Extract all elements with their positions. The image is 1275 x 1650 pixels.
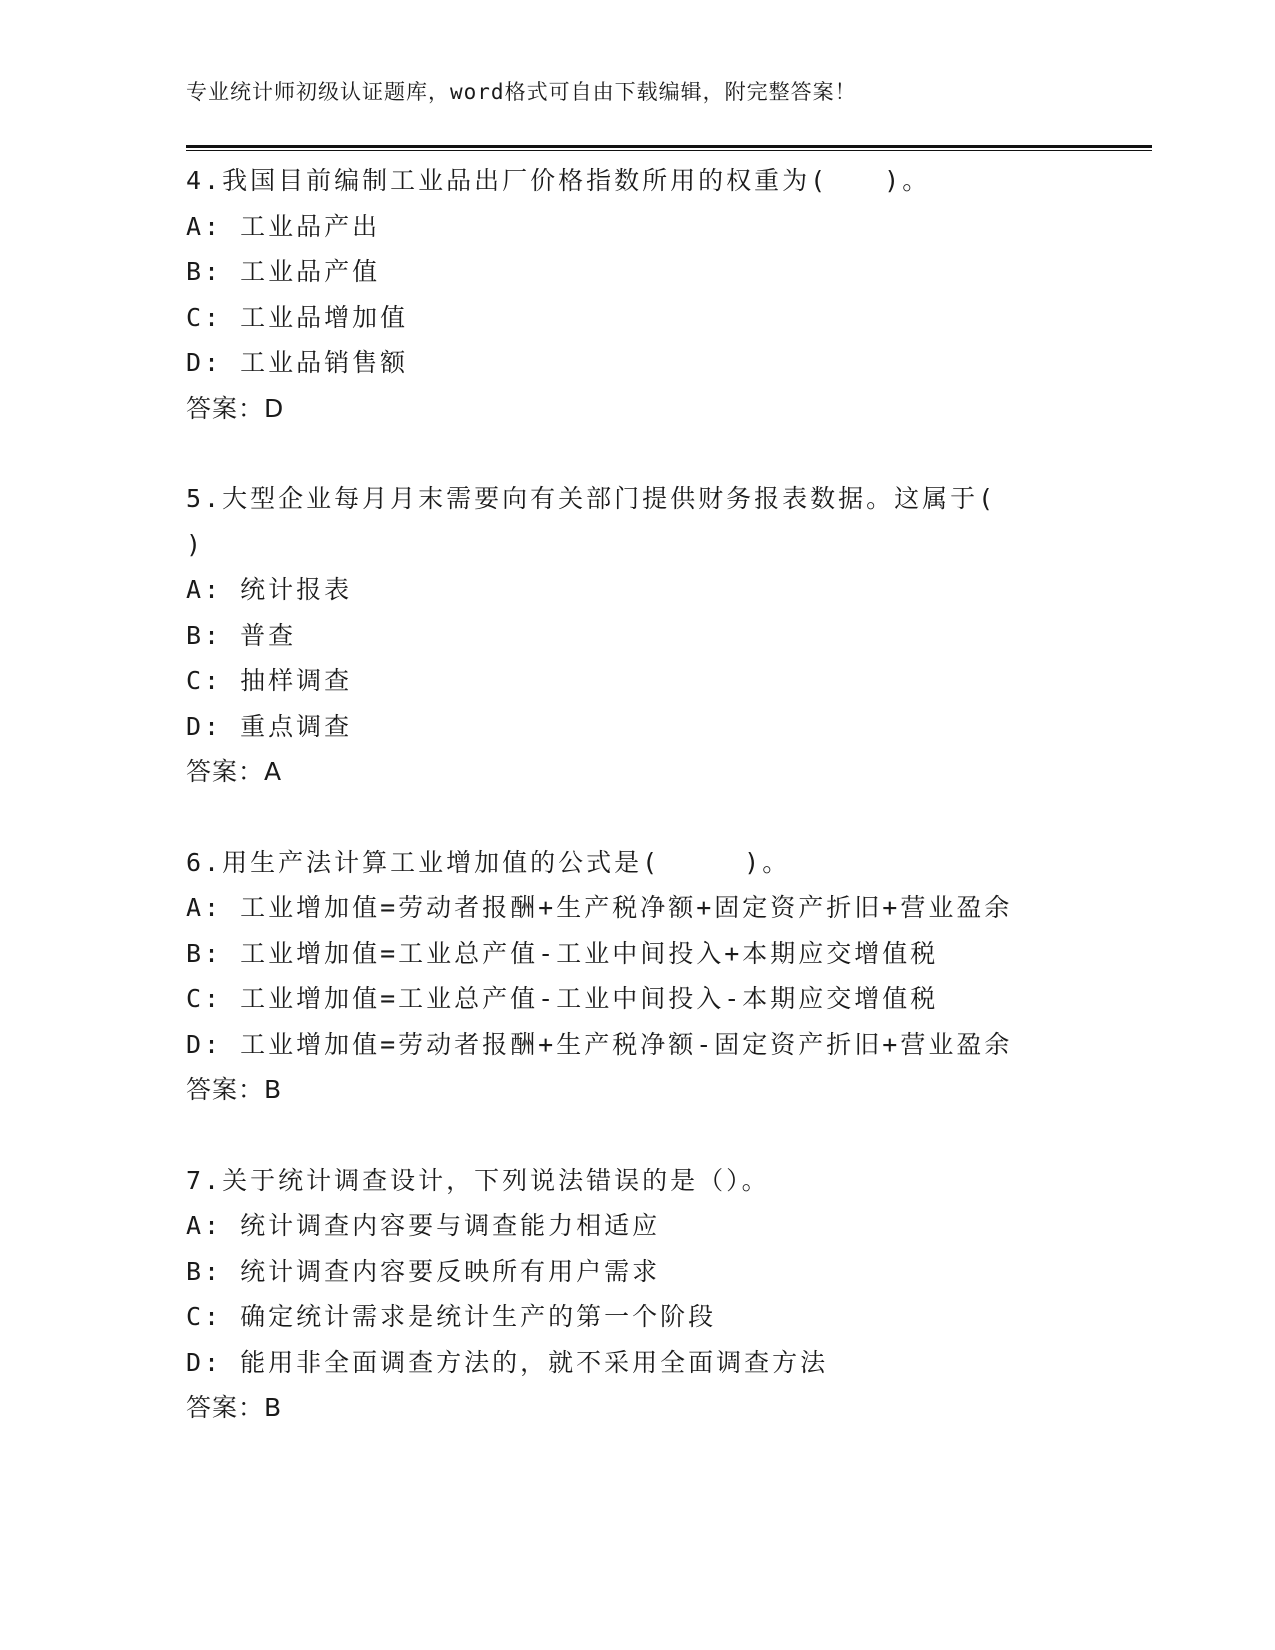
option-text: 工业品销售额 [240, 348, 409, 377]
option-letter: B: [186, 938, 223, 968]
option-c [186, 976, 1152, 1022]
option-letter: B: [186, 620, 223, 650]
option-text: 工业品产出 [240, 211, 381, 241]
question-5 [186, 476, 1152, 795]
option-letter: C: [186, 302, 223, 332]
answer-line: 答案：A [186, 757, 283, 786]
option-text: 确定统计需求是统计生产的第一个阶段 [240, 1302, 717, 1331]
header-rule-thick [186, 145, 1152, 148]
option-letter: A: [186, 893, 223, 922]
question-6 [186, 840, 1152, 1113]
option-text: 抽样调查 [240, 666, 353, 695]
option-b [186, 1249, 1152, 1295]
option-text: 工业品增加值 [240, 302, 409, 332]
question-stem: 4.我国目前编制工业品出厂价格指数所用的权重为( )。 [186, 166, 931, 195]
option-d [186, 1022, 1152, 1068]
option-letter: C: [186, 1302, 223, 1331]
option-text: 统计报表 [240, 575, 353, 604]
option-b [186, 931, 1152, 977]
answer-line: 答案：B [186, 1393, 283, 1422]
option-text: 统计调查内容要与调查能力相适应 [240, 1211, 661, 1240]
option-d [186, 704, 1152, 750]
option-letter: A: [186, 211, 223, 241]
answer-line: 答案：B [186, 1075, 283, 1104]
option-a [186, 567, 1152, 613]
option-letter: C: [186, 984, 223, 1013]
answer-line: 答案：D [186, 393, 285, 423]
option-text: 普查 [240, 620, 297, 650]
option-letter: D: [186, 1029, 223, 1059]
option-letter: D: [186, 1347, 223, 1377]
question-list [186, 158, 1152, 1476]
question-stem: 6.用生产法计算工业增加值的公式是( )。 [186, 847, 791, 877]
option-text: 重点调查 [240, 711, 353, 741]
option-letter: A: [186, 575, 223, 604]
option-a [186, 885, 1152, 931]
question-stem: 5.大型企业每月月末需要向有关部门提供财务报表数据。这属于( ) [186, 484, 997, 559]
option-letter: B: [186, 257, 223, 286]
option-b [186, 613, 1152, 659]
question-7 [186, 1158, 1152, 1431]
option-c [186, 1294, 1152, 1340]
option-letter: A: [186, 1211, 223, 1240]
option-c [186, 295, 1152, 341]
option-text: 工业增加值=工业总产值-工业中间投入+本期应交增值税 [240, 938, 939, 968]
option-text: 能用非全面调查方法的，就不采用全面调查方法 [240, 1347, 829, 1377]
option-a [186, 204, 1152, 250]
option-d [186, 1340, 1152, 1386]
option-letter: D: [186, 348, 223, 377]
header-rule-thin [186, 150, 1152, 151]
question-stem: 7.关于统计调查设计，下列说法错误的是（）。 [186, 1165, 770, 1195]
option-d [186, 340, 1152, 386]
option-letter: C: [186, 666, 223, 695]
question-4 [186, 158, 1152, 431]
page-header: 专业统计师初级认证题库，word格式可自由下载编辑，附完整答案！ [186, 80, 857, 104]
option-text: 工业品产值 [240, 257, 381, 286]
option-a [186, 1203, 1152, 1249]
option-letter: D: [186, 711, 223, 741]
option-text: 工业增加值=工业总产值-工业中间投入-本期应交增值税 [240, 984, 939, 1013]
option-letter: B: [186, 1256, 223, 1286]
option-c [186, 658, 1152, 704]
option-b [186, 249, 1152, 295]
option-text: 统计调查内容要反映所有用户需求 [240, 1256, 661, 1286]
option-text: 工业增加值=劳动者报酬+生产税净额-固定资产折旧+营业盈余 [240, 1029, 1013, 1059]
option-text: 工业增加值=劳动者报酬+生产税净额+固定资产折旧+营业盈余 [240, 893, 1013, 922]
